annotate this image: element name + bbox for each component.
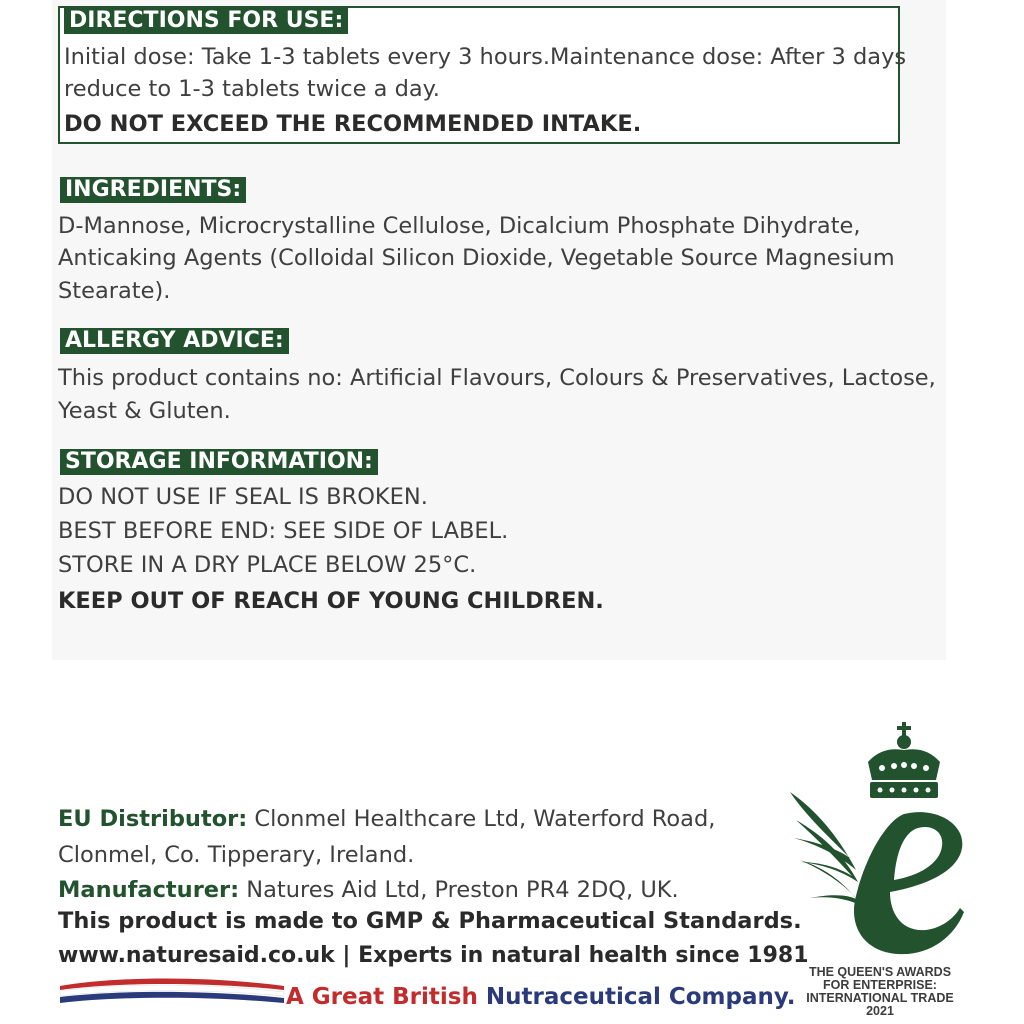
directions-warning: DO NOT EXCEED THE RECOMMENDED INTAKE.	[64, 111, 642, 137]
tagline-blue: Nutraceutical Company.	[485, 984, 796, 1010]
distributor-label: EU Distributor:	[58, 806, 248, 832]
directions-line-2: reduce to 1-3 tablets twice a day.	[64, 76, 440, 102]
website-line: www.naturesaid.co.uk | Experts in natural health since 1981	[58, 943, 809, 968]
storage-line: BEST BEFORE END: SEE SIDE OF LABEL.	[58, 518, 509, 544]
manufacturer-value: Natures Aid Ltd, Preston PR4 2DQ, UK.	[239, 877, 679, 903]
directions-line-1: Initial dose: Take 1-3 tablets every 3 hours.Maintenance dose: After 3 days	[64, 44, 907, 70]
directions-heading: DIRECTIONS FOR USE:	[64, 8, 348, 34]
storage-line: DO NOT USE IF SEAL IS BROKEN.	[58, 484, 428, 510]
allergy-line: Yeast & Gluten.	[58, 398, 231, 424]
award-line-4: 2021	[866, 1004, 894, 1018]
allergy-heading: ALLERGY ADVICE:	[60, 328, 289, 354]
manufacturer-line	[58, 875, 679, 905]
tagline-red: A Great British	[286, 984, 486, 1010]
tagline	[286, 982, 796, 1012]
ingredients-line: Stearate).	[58, 278, 171, 304]
storage-heading: STORAGE INFORMATION:	[60, 449, 378, 475]
allergy-line: This product contains no: Artificial Flavours, Colours & Preservatives, Lactose,	[58, 365, 936, 391]
ingredients-line: D-Mannose, Microcrystalline Cellulose, Dicalcium Phosphate Dihydrate,	[58, 213, 861, 239]
ingredients-heading: INGREDIENTS:	[60, 177, 246, 203]
union-flag-swoosh-icon	[58, 972, 286, 1008]
award-line-2: FOR ENTERPRISE:	[823, 978, 937, 992]
storage-warning: KEEP OUT OF REACH OF YOUNG CHILDREN.	[58, 588, 604, 614]
ingredients-line: Anticaking Agents (Colloidal Silicon Dioxide, Vegetable Source Magnesium	[58, 245, 895, 271]
distributor-line-2: Clonmel, Co. Tipperary, Ireland.	[58, 842, 415, 868]
award-line-3: INTERNATIONAL TRADE	[806, 991, 954, 1005]
award-e-emblem-icon	[786, 790, 970, 960]
storage-line: STORE IN A DRY PLACE BELOW 25°C.	[58, 552, 477, 578]
manufacturer-label: Manufacturer:	[58, 877, 240, 903]
distributor-value: Clonmel Healthcare Ltd, Waterford Road,	[247, 806, 716, 832]
distributor-line-1	[58, 804, 715, 834]
gmp-statement: This product is made to GMP & Pharmaceutical Standards.	[58, 908, 802, 934]
award-line-1: THE QUEEN'S AWARDS	[808, 965, 952, 979]
